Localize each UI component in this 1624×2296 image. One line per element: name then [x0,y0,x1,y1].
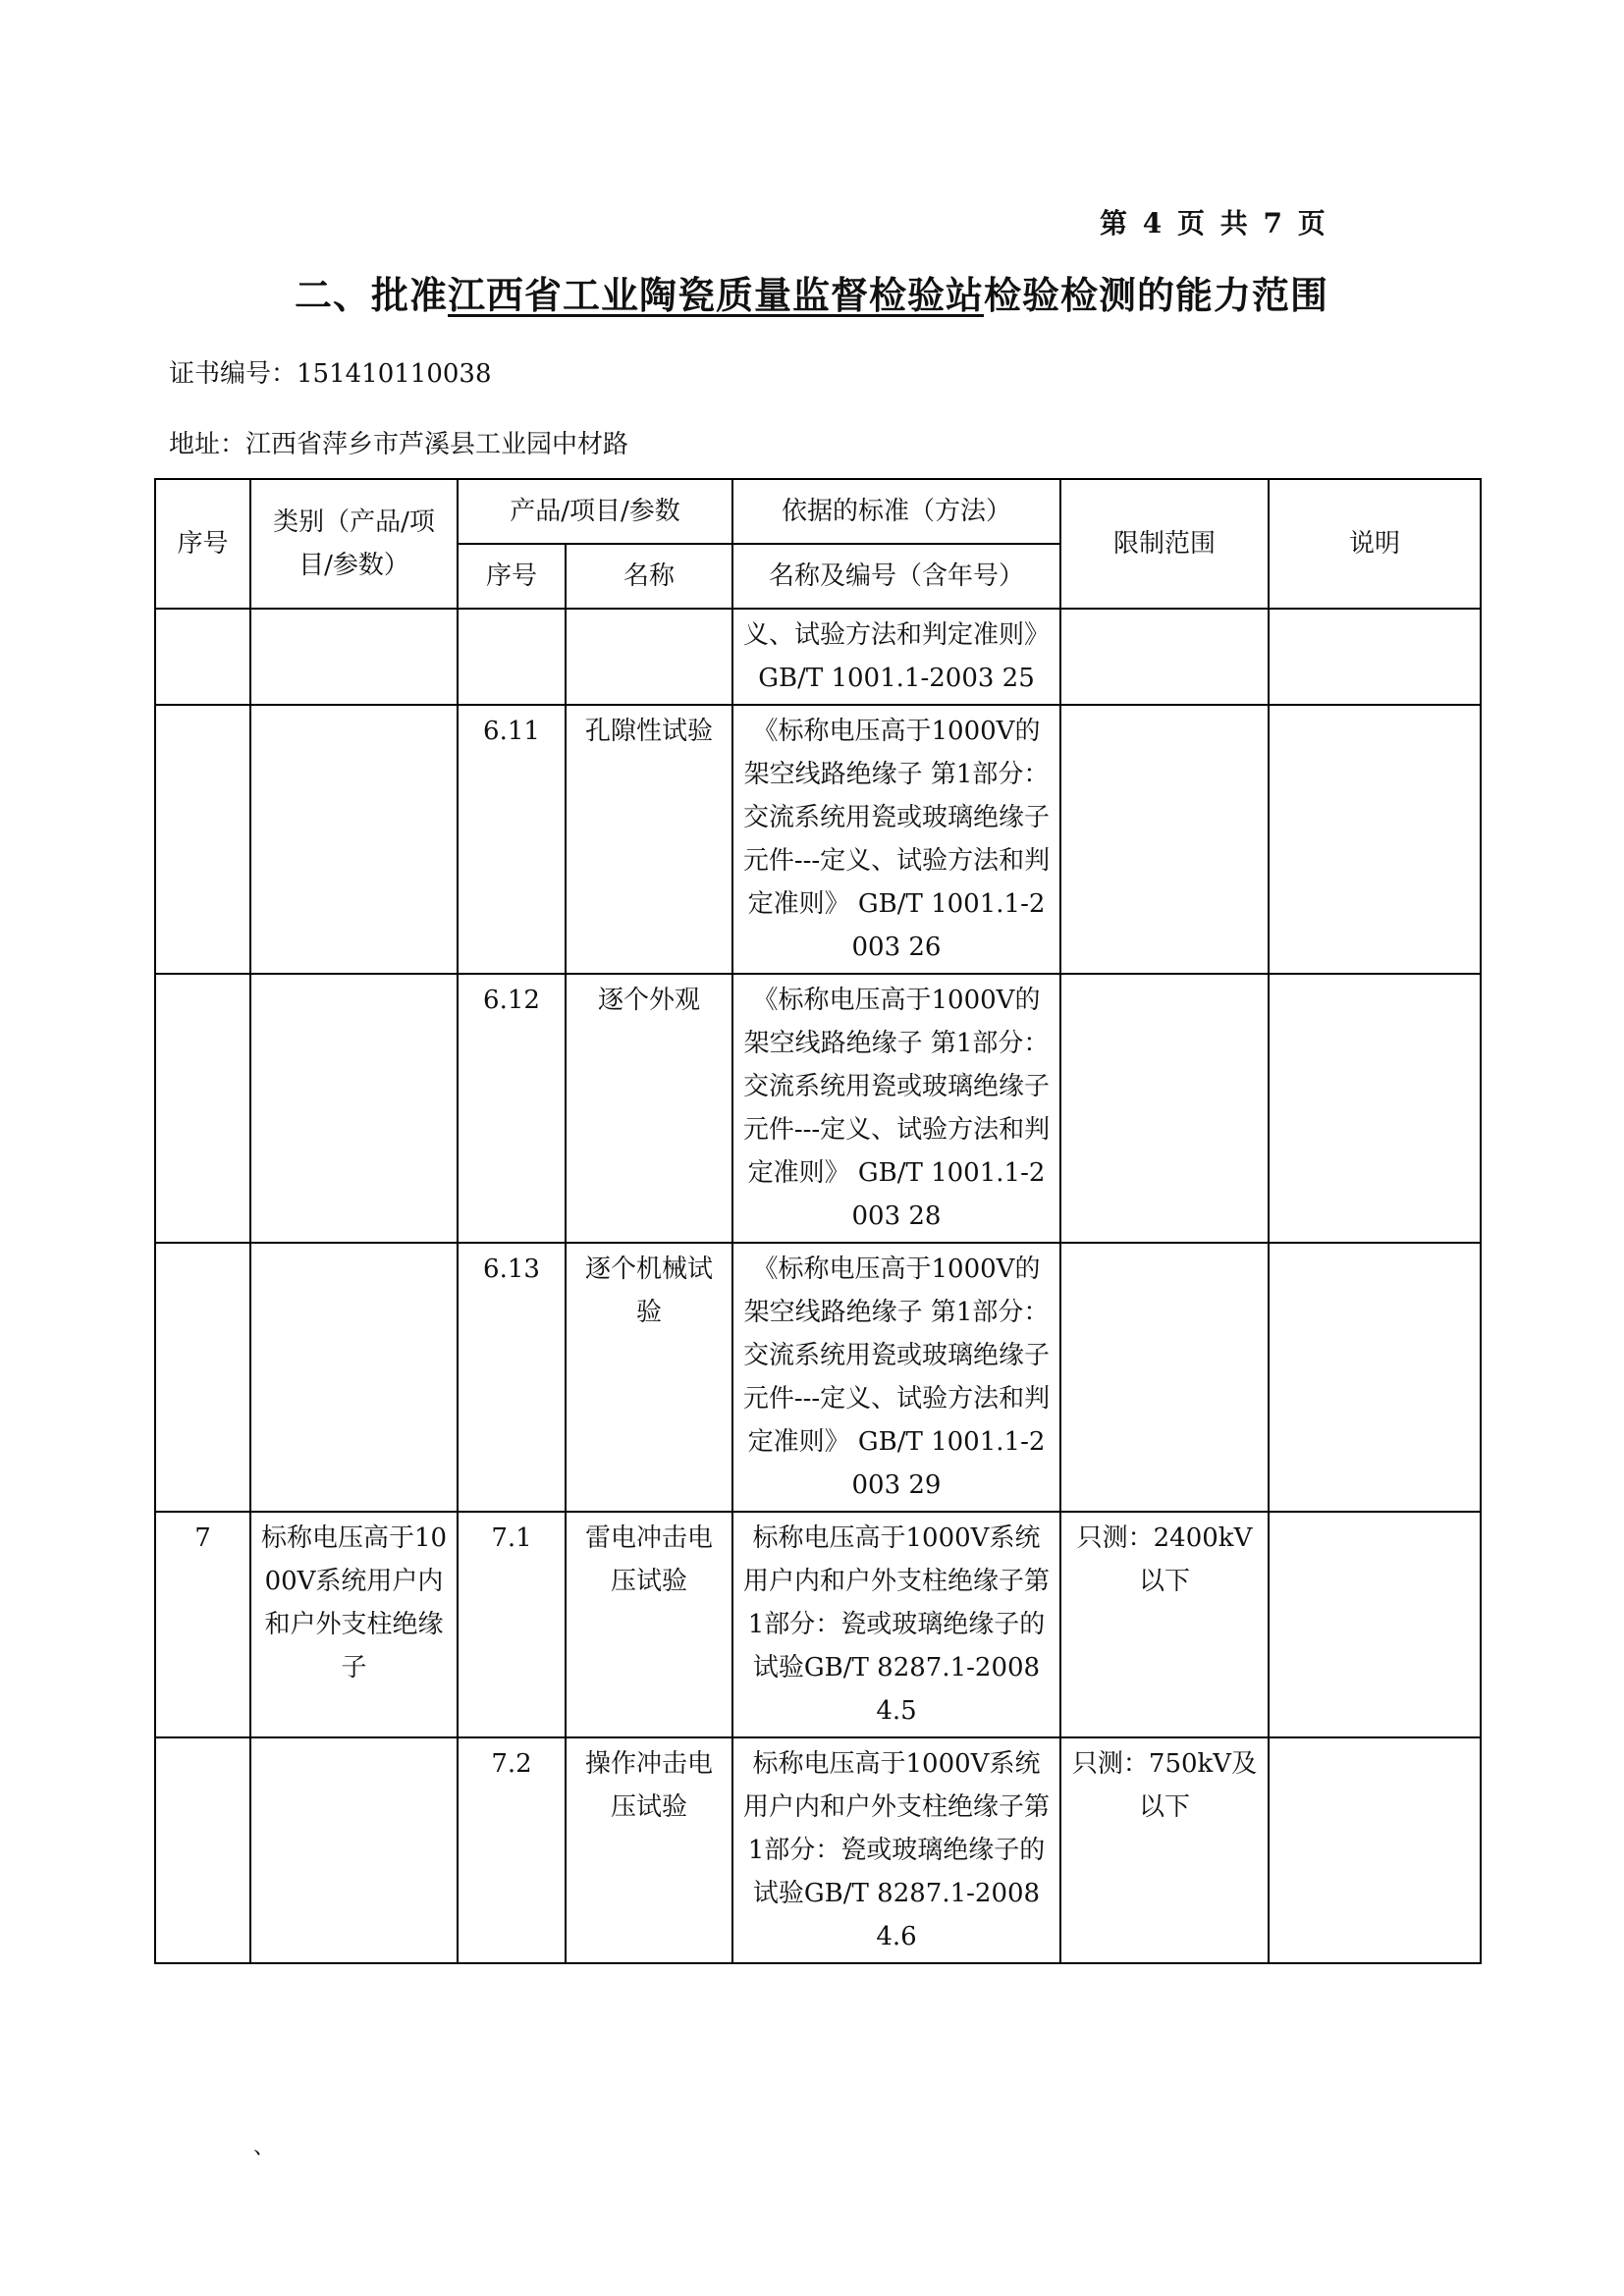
header-category: 类别（产品/项目/参数） [250,479,458,609]
cell-standard: 义、试验方法和判定准则》 GB/T 1001.1-2003 25 [732,609,1060,705]
cell-standard: 标称电压高于1000V系统用户内和户外支柱绝缘子第1部分：瓷或玻璃绝缘子的试验GB/T 8287.1-2008 4.5 [732,1512,1060,1737]
cell-sub-seq: 6.11 [458,705,566,974]
cell-standard: 《标称电压高于1000V的架空线路绝缘子 第1部分：交流系统用瓷或玻璃绝缘子元件---定义、试验方法和判定准则》 GB/T 1001.1-2003 28 [732,974,1060,1243]
table-row [155,705,1481,974]
table-row [155,609,1481,705]
footer-mark: 、 [253,2135,276,2160]
cell-note [1269,1243,1481,1512]
cell-limit [1060,609,1269,705]
header-seq: 序号 [155,479,250,609]
cell-seq: 7 [155,1512,250,1737]
table-row [155,974,1481,1243]
cell-category [250,1243,458,1512]
cell-limit: 只测：750kV及以下 [1060,1737,1269,1963]
capability-table [154,478,1482,1964]
cell-sub-seq: 7.2 [458,1737,566,1963]
cell-name: 操作冲击电压试验 [566,1737,732,1963]
cell-sub-seq [458,609,566,705]
cell-name [566,609,732,705]
cell-seq [155,705,250,974]
cell-note [1269,974,1481,1243]
cell-limit [1060,974,1269,1243]
cell-name: 逐个机械试验 [566,1243,732,1512]
cell-name: 雷电冲击电压试验 [566,1512,732,1737]
cell-seq [155,1243,250,1512]
cell-category [250,974,458,1243]
cell-sub-seq: 7.1 [458,1512,566,1737]
cell-name: 孔隙性试验 [566,705,732,974]
table-row [155,1737,1481,1963]
page-title [295,265,1355,319]
cell-name: 逐个外观 [566,974,732,1243]
cell-limit [1060,705,1269,974]
cell-standard: 《标称电压高于1000V的架空线路绝缘子 第1部分：交流系统用瓷或玻璃绝缘子元件---定义、试验方法和判定准则》 GB/T 1001.1-2003 29 [732,1243,1060,1512]
address: 地址：江西省萍乡市芦溪县工业园中材路 [169,430,629,459]
header-sub-seq: 序号 [458,544,566,609]
title-suffix: 检验检测的能力范围 [984,273,1329,317]
header-standard-top: 依据的标准（方法） [732,479,1060,544]
cell-category [250,609,458,705]
cell-note [1269,1512,1481,1737]
cell-standard: 《标称电压高于1000V的架空线路绝缘子 第1部分：交流系统用瓷或玻璃绝缘子元件---定义、试验方法和判定准则》 GB/T 1001.1-2003 26 [732,705,1060,974]
title-organization: 江西省工业陶瓷质量监督检验站 [448,273,985,317]
cell-note [1269,1737,1481,1963]
header-product-group: 产品/项目/参数 [458,479,732,544]
cell-category [250,705,458,974]
page-indicator: 第 4 页 共 7 页 [1100,207,1328,240]
cell-sub-seq: 6.12 [458,974,566,1243]
table-row [155,1512,1481,1737]
cell-seq [155,609,250,705]
cell-note [1269,705,1481,974]
cell-category: 标称电压高于1000V系统用户内和户外支柱绝缘子 [250,1512,458,1737]
cell-seq [155,974,250,1243]
title-prefix: 二、批准 [295,273,449,317]
header-standard-bottom: 名称及编号（含年号） [732,544,1060,609]
cell-seq [155,1737,250,1963]
cell-limit: 只测：2400kV以下 [1060,1512,1269,1737]
certificate-number: 证书编号：151410110038 [169,359,492,389]
cell-note [1269,609,1481,705]
header-limit: 限制范围 [1060,479,1269,609]
header-sub-name: 名称 [566,544,732,609]
header-note: 说明 [1269,479,1481,609]
cell-limit [1060,1243,1269,1512]
cell-category [250,1737,458,1963]
table-row [155,1243,1481,1512]
cell-sub-seq: 6.13 [458,1243,566,1512]
cell-standard: 标称电压高于1000V系统用户内和户外支柱绝缘子第1部分：瓷或玻璃绝缘子的试验GB/T 8287.1-2008 4.6 [732,1737,1060,1963]
